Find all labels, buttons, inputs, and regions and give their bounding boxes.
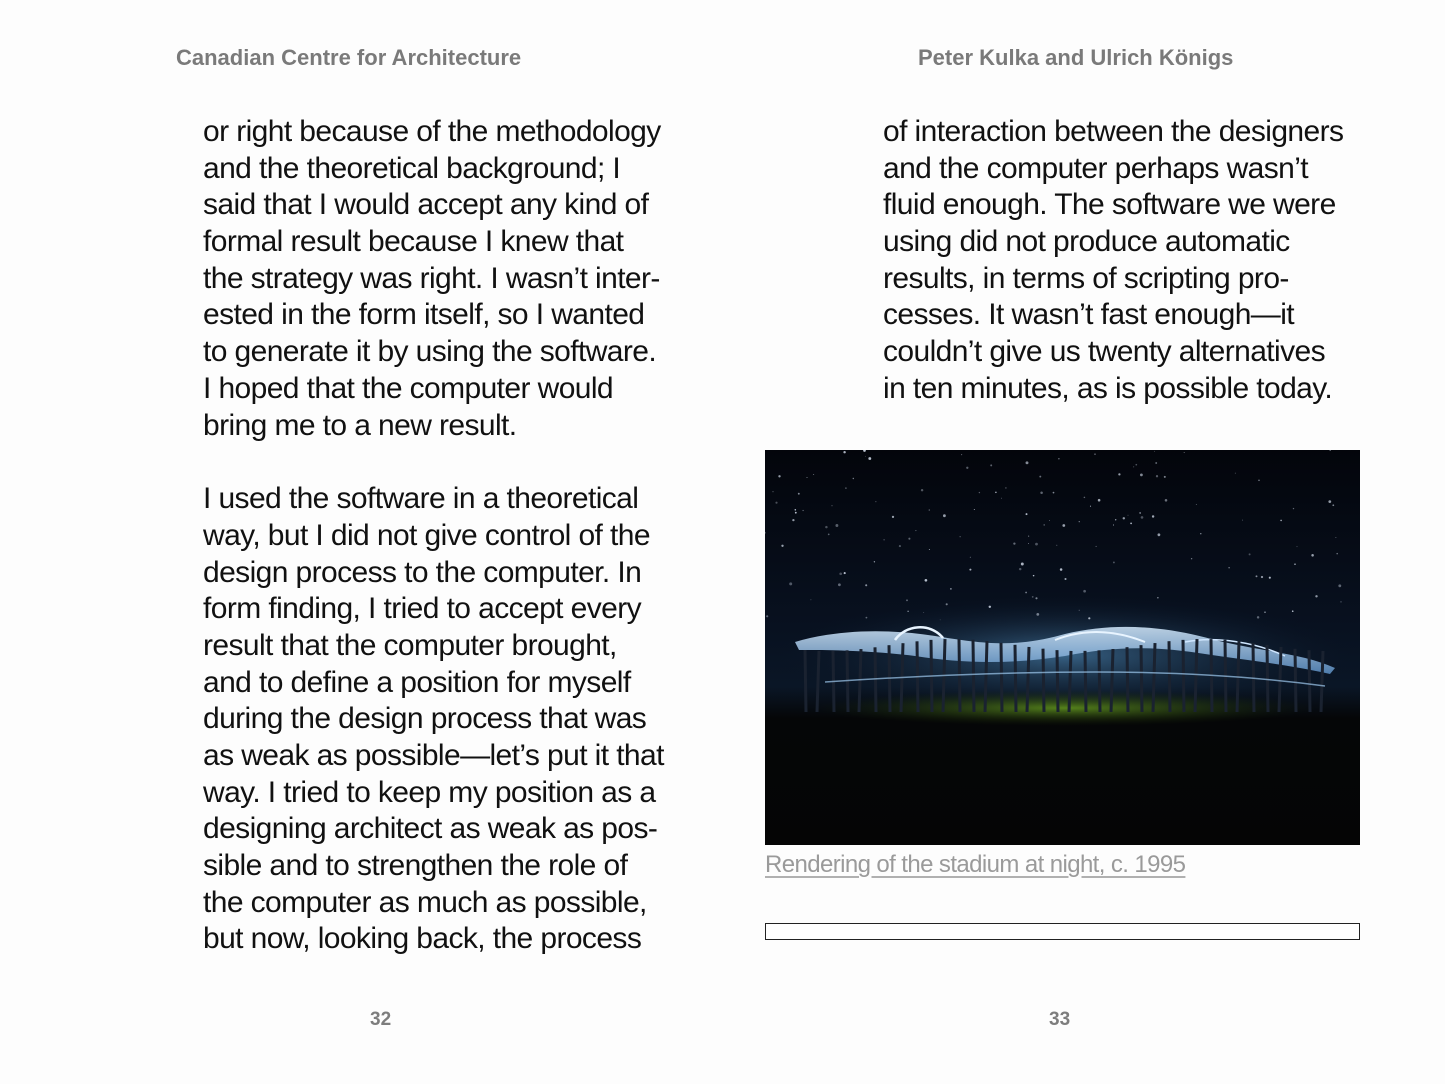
left-column-text <box>203 114 664 958</box>
text-line: in ten minutes, as is possible today. <box>883 371 1333 405</box>
text-line: as weak as possible—let’s put it that <box>203 739 664 772</box>
empty-figure-frame <box>765 923 1360 940</box>
text-line: way. I tried to keep my position as a <box>203 775 656 809</box>
running-header-right: Peter Kulka and Ulrich Königs <box>918 45 1234 70</box>
text-line: cesses. It wasn’t fast enough—it <box>883 298 1295 332</box>
text-line: and the computer perhaps wasn’t <box>883 151 1308 185</box>
text-line: designing architect as weak as pos- <box>203 812 658 846</box>
text-line: sible and to strengthen the role of <box>203 849 628 883</box>
stadium-night-rendering-image <box>765 450 1360 845</box>
text-line: and the theoretical background; I <box>203 151 621 185</box>
text-line: but now, looking back, the process <box>203 922 642 956</box>
text-line: results, in terms of scripting pro- <box>883 261 1289 295</box>
text-line: said that I would accept any kind of <box>203 188 649 222</box>
right-column-text <box>883 114 1343 408</box>
left-paragraph-2 <box>203 481 664 958</box>
text-line: form finding, I tried to accept every <box>203 592 642 626</box>
text-line: couldn’t give us twenty alternatives <box>883 335 1325 369</box>
text-line: I used the software in a theoretical <box>203 482 639 516</box>
text-line: fluid enough. The software we were <box>883 188 1336 222</box>
page-number-right: 33 <box>1049 1009 1071 1030</box>
right-paragraph-1 <box>883 114 1343 408</box>
text-line: formal result because I knew that <box>203 225 624 259</box>
text-line: during the design process that was <box>203 702 647 736</box>
text-line: the computer as much as possible, <box>203 885 647 919</box>
text-line: design process to the computer. In <box>203 555 642 589</box>
left-paragraph-1 <box>203 114 664 444</box>
text-line: using did not produce automatic <box>883 225 1290 259</box>
figure-caption[interactable]: Rendering of the stadium at night, c. 1995 <box>765 851 1186 878</box>
text-line: or right because of the methodology <box>203 115 661 148</box>
text-line: ested in the form itself, so I wanted <box>203 298 645 332</box>
text-line: of interaction between the designers <box>883 115 1344 148</box>
text-line: I hoped that the computer would <box>203 371 614 405</box>
text-line: way, but I did not give control of the <box>203 518 650 552</box>
text-line: the strategy was right. I wasn’t inter- <box>203 261 660 295</box>
page-number-left: 32 <box>370 1009 392 1030</box>
text-line: bring me to a new result. <box>203 408 517 442</box>
running-header-left: Canadian Centre for Architecture <box>176 45 522 70</box>
text-line: to generate it by using the software. <box>203 335 657 369</box>
text-line: result that the computer brought, <box>203 628 617 662</box>
text-line: and to define a position for myself <box>203 665 631 699</box>
